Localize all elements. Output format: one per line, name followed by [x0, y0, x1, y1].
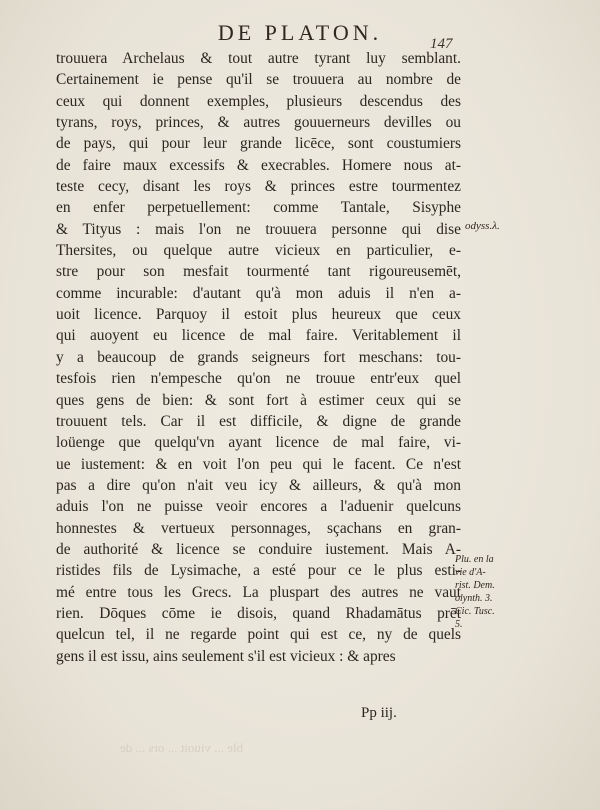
margin-note-plutarch [455, 553, 495, 631]
text-line: teste cecy, disant les roys & princes estre tourmentez [56, 178, 461, 196]
margin-note-odyssey: odyss.λ. [465, 220, 500, 232]
margin-note-line: 5. [455, 619, 463, 630]
text-line: ceux qui donnent exemples, plusieurs descendus des [56, 92, 461, 110]
text-line: de authorité & licence se conduire iustement. Mais A- [56, 540, 461, 558]
text-line: Thersites, ou quelque autre vicieux en particulier, e- [56, 242, 461, 260]
text-line: loüenge que quelqu'vn ayant licence de mal faire, vi- [56, 434, 461, 452]
text-line: trouuent tels. Car il est difficile, & digne de grande [56, 412, 461, 430]
signature-mark: Pp iij. [361, 705, 397, 721]
bleed-through-text: ble ... viuoit ... ors ... de [120, 740, 244, 755]
text-line: honnestes & vertueux personnages, sçachans en gran- [56, 519, 461, 537]
text-line: quelcun tel, il ne regarde point qui est ce, ny de quels [56, 626, 461, 644]
text-line: mé entre tous les Grecs. La pluspart des autres ne vaut [56, 583, 461, 601]
text-line: ques gens de bien: & sont fort à estimer ceux qui se [56, 391, 461, 409]
text-line: pas a dire qu'on n'ait veu icy & ailleurs, & qu'à mon [56, 476, 461, 494]
text-line: tesfois rien n'empesche qu'on ne trouue entr'eux quel [56, 370, 461, 388]
text-line: de faire maux excessifs & execrables. Homere nous at- [56, 156, 461, 174]
text-line: gens il est issu, ains seulement s'il est vicieux : & apres [56, 647, 396, 665]
text-line: & Tityus : mais l'on ne trouuera personne qui dise [56, 220, 461, 238]
text-line: de pays, qui pour leur grande licēce, sont coustumiers [56, 135, 461, 153]
running-head [0, 20, 600, 46]
text-line: aduis l'on ne puisse veoir encores a l'aduenir quelcuns [56, 498, 461, 516]
text-line: y a beaucoup de grands seigneurs fort meschans: tou- [56, 348, 461, 366]
body-text [56, 48, 461, 667]
page-number: 147 [430, 36, 453, 52]
text-line: Certainement ie pense qu'il se trouuera au nombre de [56, 71, 461, 89]
text-line: rien. Dōques cōme ie disois, quand Rhadamātus prēt [56, 604, 461, 622]
text-line: en enfer perpetuellement: comme Tantale, Sisyphe [56, 199, 461, 217]
text-line: tyrans, roys, princes, & autres gouuerneurs devilles ou [56, 114, 461, 132]
text-line: trouuera Archelaus & tout autre tyrant luy semblant. [56, 50, 461, 67]
margin-note-line: Plu. en la [455, 554, 494, 565]
text-line: qui auoyent eu licence de mal faire. Veritablement il [56, 327, 461, 345]
text-line: ristides fils de Lysimache, a esté pour ce le plus esti- [56, 562, 461, 580]
margin-note-line: rist. Dem. [455, 580, 495, 591]
text-line: ue iustement: & en voit l'on peu qui le facent. Ce n'est [56, 455, 461, 473]
running-title: DE PLATON. [217, 20, 383, 45]
margin-note-line: Cic. Tusc. [455, 606, 495, 617]
text-line: stre pour son mesfait tourmenté tant rigoureusemēt, [56, 263, 461, 281]
margin-note-line: vie d'A- [455, 567, 486, 578]
margin-note-line: olynth. 3. [455, 593, 493, 604]
text-line: uoit licence. Parquoy il estoit plus heureux que ceux [56, 306, 461, 324]
text-line: comme incurable: d'autant qu'à mon aduis il n'en a- [56, 284, 461, 302]
